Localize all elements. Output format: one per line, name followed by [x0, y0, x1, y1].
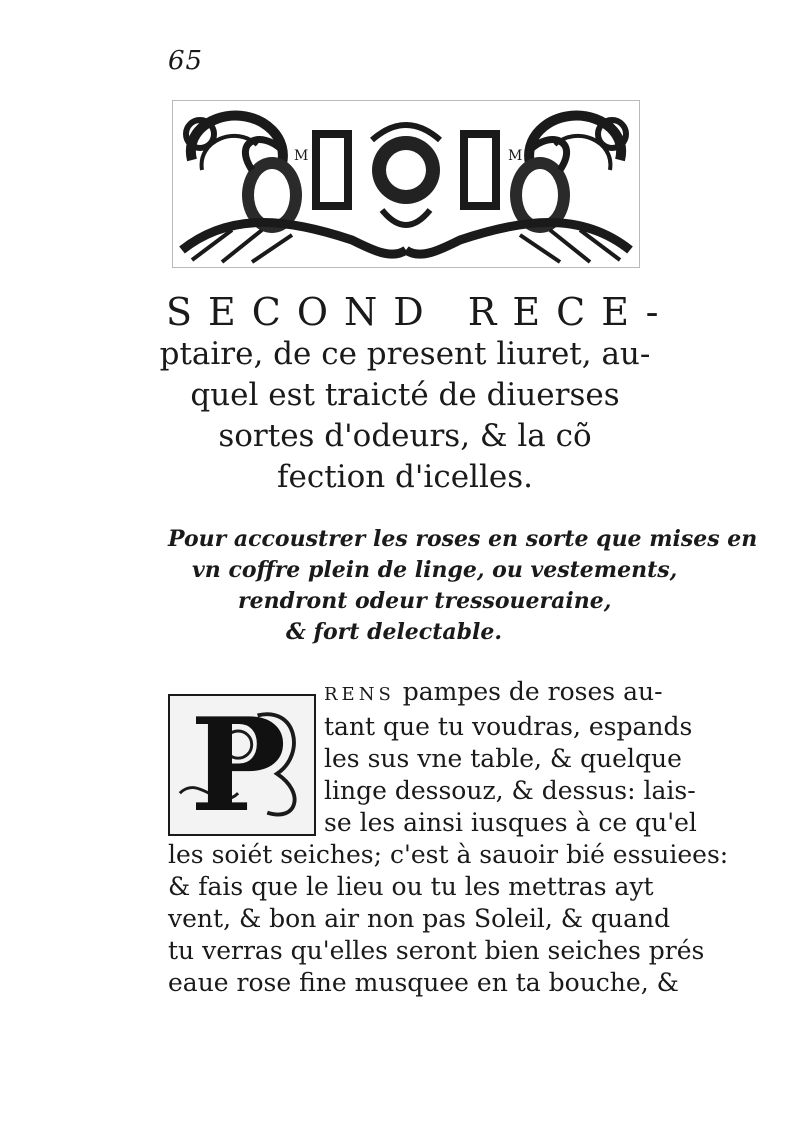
- subtitle-line-3: rendront odeur tressoueraine,: [238, 588, 612, 614]
- headpiece-left-letter: M: [294, 148, 309, 164]
- body-line-8: vent, & bon air non pas Soleil, & quand: [168, 904, 671, 933]
- page-number: 65: [168, 46, 204, 76]
- subtitle-line-2: vn coffre plein de linge, ou vestements,: [192, 557, 678, 583]
- heading-line-5: fection d'icelles.: [277, 459, 533, 495]
- headpiece-right-letter: M: [508, 148, 523, 164]
- heading-line-4: sortes d'odeurs, & la cõ: [218, 418, 592, 454]
- section-heading: [150, 290, 675, 498]
- drop-cap-letter: P: [190, 691, 287, 841]
- drop-cap-icon: [168, 691, 316, 841]
- body-line-6: les soiét seiches; c'est à sauoir bié essuiees:: [168, 840, 729, 869]
- heading-line-2: ptaire, de ce present liuret, au-: [159, 336, 651, 372]
- body-line-5: se les ainsi iusques à ce qu'el: [324, 808, 697, 837]
- recipe-body: [168, 676, 729, 999]
- recipe-subtitle: [150, 524, 758, 648]
- body-line-4: linge dessouz, & dessus: lais-: [324, 776, 696, 805]
- body-line-9: tu verras qu'elles seront bien seiches prés: [168, 936, 705, 965]
- body-line-1-rest: pampes de roses au-: [394, 677, 663, 706]
- woodcut-headpiece-icon: [172, 100, 640, 268]
- subtitle-line-1: Pour accoustrer les roses en sorte que mises en: [168, 526, 758, 552]
- first-word-caps: RENS: [324, 684, 395, 705]
- body-line-3: les sus vne table, & quelque: [324, 744, 682, 773]
- body-line-7: & fais que le lieu ou tu les mettras ayt: [168, 872, 654, 901]
- heading-line-1: SECOND RECE-: [166, 290, 675, 334]
- heading-line-3: quel est traicté de diuerses: [190, 377, 620, 413]
- body-line-2: tant que tu voudras, espands: [324, 712, 693, 741]
- body-line-10: eaue rose fine musquee en ta bouche, &: [168, 968, 679, 997]
- subtitle-line-4: & fort delectable.: [286, 619, 503, 645]
